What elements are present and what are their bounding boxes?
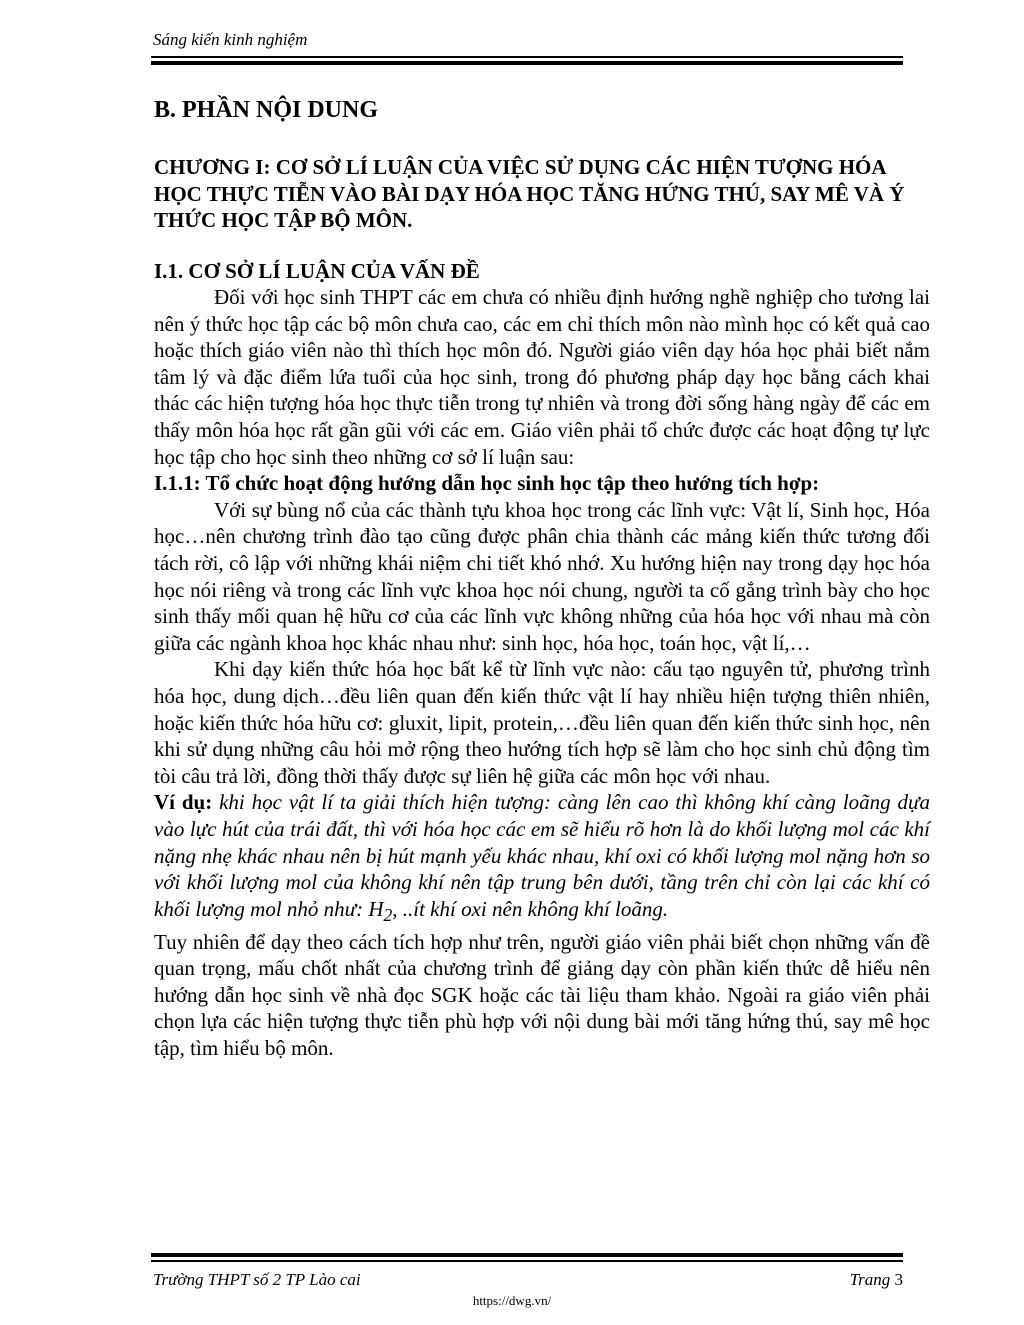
footer-school: Trường THPT số 2 TP Lào cai — [153, 1270, 361, 1289]
header-rule — [151, 56, 903, 67]
heading-2: I.1.1: Tổ chức hoạt động hướng dẫn học sinh học tập theo hướng tích hợp: — [154, 471, 820, 496]
example-paragraph — [154, 789, 930, 928]
chapter-title: CHƯƠNG I: CƠ SỞ LÍ LUẬN CỦA VIỆC SỬ DỤNG CÁC HIỆN TƯỢNG HÓA HỌC THỰC TIỄN VÀO BÀI DẠY HÓA HỌC TĂNG HỨNG THÚ, SAY MÊ VÀ Ý THỨC HỌC TẬP BỘ MÔN. — [154, 155, 905, 232]
paragraph-2: Với sự bùng nổ của các thành tựu khoa học trong các lĩnh vực: Vật lí, Sinh học, Hóa học…nên chương trình đào tạo cũng được phân chia thành các mảng kiến thức tương đối tách rời, cô lập với những khái niệm chi tiết khó nhớ. Xu hướng hiện nay trong dạy học hóa học nói riêng và trong các lĩnh vực khoa học nói chung, người ta cố gắng trình bày cho học sinh thấy mối quan hệ hữu cơ của các lĩnh vực không những của hóa học với nhau mà còn giữa các ngành khoa học khác nhau như: sinh học, hóa học, toán học, vật lí,… — [154, 497, 930, 655]
section-title: B. PHẦN NỘI DUNG — [154, 97, 379, 123]
document-body — [154, 92, 930, 1062]
heading-1: I.1. CƠ SỞ LÍ LUẬN CỦA VẤN ĐỀ — [154, 258, 480, 283]
footer-rule-thick — [151, 1253, 903, 1257]
paragraph-1: Đối với học sinh THPT các em chưa có nhiều định hướng nghề nghiệp cho tương lai nên ý thức học tập các bộ môn chưa cao, các em chỉ thích môn nào mình học có kết quả cao hoặc thích giáo viên nào thì thích học môn đó. Người giáo viên dạy hóa học phải biết nắm tâm lý và đặc điểm lứa tuổi của học sinh, trong đó phương pháp dạy học bằng cách khai thác các hiện tượng hóa học thực tiễn trong tự nhiên và trong đời sống hàng ngày để các em thấy môn hóa học rất gần gũi với các em. Giáo viên phải tổ chức được các hoạt động tự lực học tập cho học sinh theo những cơ sở lí luận sau: — [154, 285, 930, 469]
paragraph-4: Tuy nhiên để dạy theo cách tích hợp như trên, người giáo viên phải biết chọn những vấn đề quan trọng, mấu chốt nhất của chương trình để giảng dạy còn phần kiến thức dễ hiểu nên hướng dẫn học sinh về nhà đọc SGK hoặc các tài liệu tham khảo. Ngoài ra giáo viên phải chọn lựa các hiện tượng thực tiễn phù hợp với nội dung bài mới tăng hứng thú, say mê học tập, tìm hiểu bộ môn. — [154, 929, 930, 1060]
page-number: 3 — [894, 1270, 903, 1289]
header-rule-thin — [151, 56, 903, 58]
footer-rule-thin — [151, 1260, 903, 1262]
header-rule-thick — [151, 61, 903, 65]
example-text-b: , ..ít khí oxi nên không khí loãng. — [392, 896, 669, 921]
page-label: Trang — [849, 1270, 891, 1289]
header-title: Sáng kiến kinh nghiệm — [153, 30, 308, 49]
paragraph-3: Khi dạy kiến thức hóa học bất kể từ lĩnh vực nào: cấu tạo nguyên tử, phương trình hóa học, dung dịch…đều liên quan đến kiến thức vật lí hay nhiều hiện tượng thiên nhiên, hoặc kiến thức hóa hữu cơ: gluxit, lipit, protein,…đều liên quan đến kiến thức sinh học, nên khi sử dụng những câu hỏi mở rộng theo hướng tích hợp sẽ làm cho học sinh chủ động tìm tòi câu trả lời, đồng thời thấy được sự liên hệ giữa các môn học với nhau. — [154, 657, 930, 788]
example-subscript: 2 — [383, 904, 393, 925]
footer-page — [850, 1270, 903, 1290]
footer-rule — [151, 1253, 903, 1264]
source-url: https://dwg.vn/ — [472, 1293, 552, 1308]
example-label: Ví dụ: — [154, 790, 213, 815]
example-text-a: khi học vật lí ta giải thích hiện tượng: càng lên cao thì không khí càng loãng dựa vào lực hút của trái đất, thì với hóa học các em sẽ hiểu rõ hơn là do khối lượng mol các khí nặng nhẹ khác nhau nên bị hút mạnh yếu khác nhau, khí oxi có khối lượng mol nặng hơn so với khối lượng mol của không khí nên tập trung bên dưới, tầng trên chỉ còn lại các khí có khối lượng mol nhỏ như: H — [154, 790, 930, 921]
